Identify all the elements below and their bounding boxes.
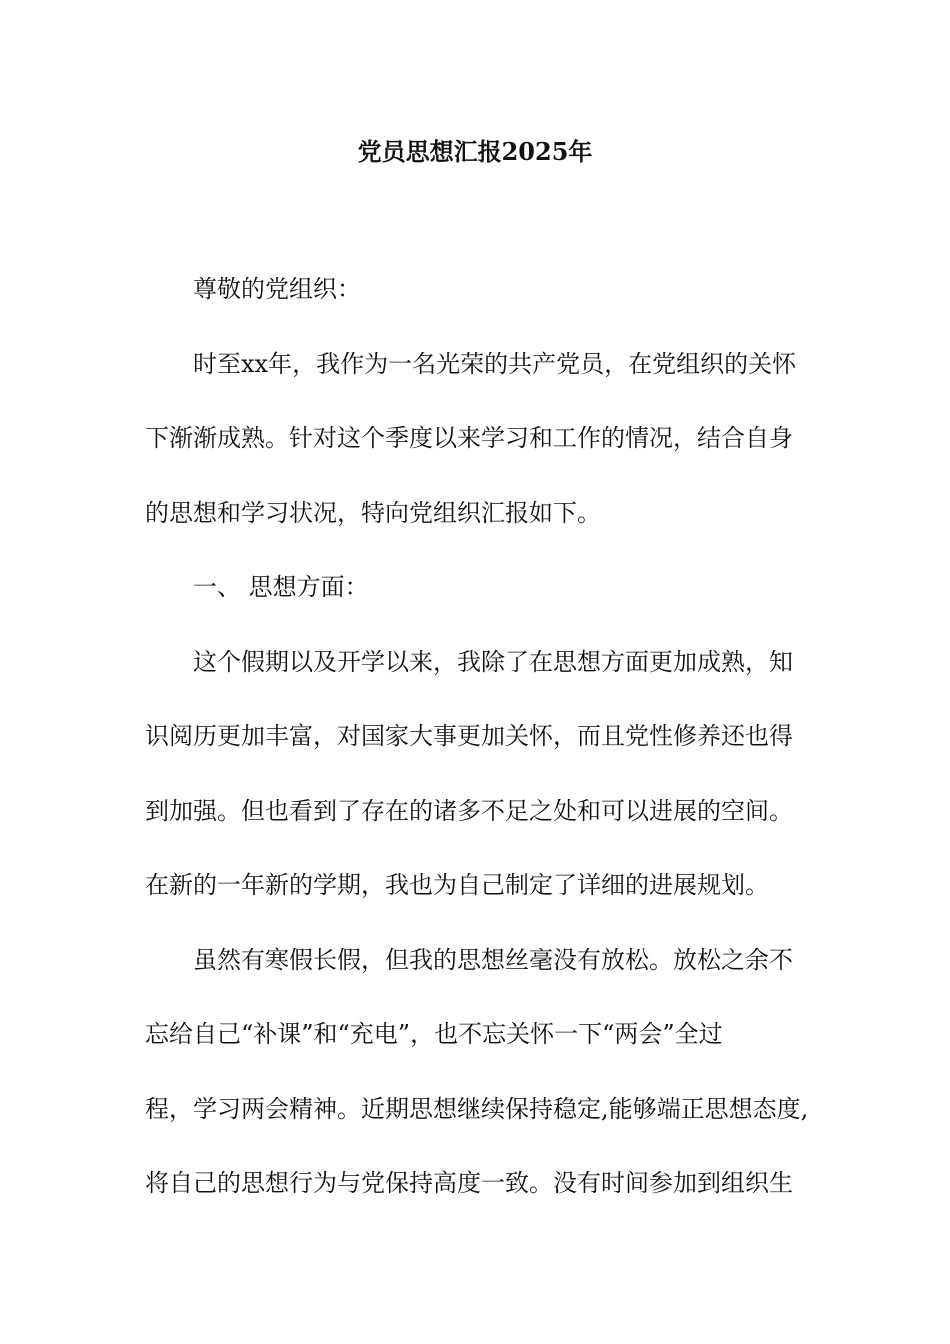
paragraph-line: 时至xx年，我作为一名光荣的共产党员，在党组织的关怀 — [193, 349, 797, 378]
section-heading: 一、 思想方面： — [193, 573, 369, 601]
paragraph-line: 将自己的思想行为与党保持高度一致。没有时间参加到组织生 — [145, 1169, 793, 1197]
salutation: 尊敬的党组织： — [193, 275, 361, 303]
document-body — [145, 252, 810, 1221]
paragraph-line: 在新的一年新的学期，我也为自己制定了详细的进展规划。 — [145, 871, 769, 899]
paragraph-line: 的思想和学习状况，特向党组织汇报如下。 — [145, 498, 601, 527]
paragraph-line: 忘给自己“补课”和“充电”，也不忘关怀一下“两会”全过 — [145, 1020, 723, 1048]
paragraph-line: 程，学习两会精神。近期思想继续保持稳定,能够端正思想态度, — [145, 1094, 809, 1123]
document-title: 党员思想汇报2025年 — [357, 137, 593, 166]
paragraph-line: 虽然有寒假长假，但我的思想丝毫没有放松。放松之余不 — [193, 945, 793, 974]
paragraph-line: 识阅历更加丰富，对国家大事更加关怀，而且党性修养还也得 — [145, 722, 793, 750]
paragraph-line: 下渐渐成熟。针对这个季度以来学习和工作的情况，结合自身 — [145, 424, 793, 452]
paragraph-line: 这个假期以及开学以来，我除了在思想方面更加成熟，知 — [193, 647, 793, 676]
paragraph-line: 到加强。但也看到了存在的诸多不足之处和可以进展的空间。 — [145, 796, 793, 825]
